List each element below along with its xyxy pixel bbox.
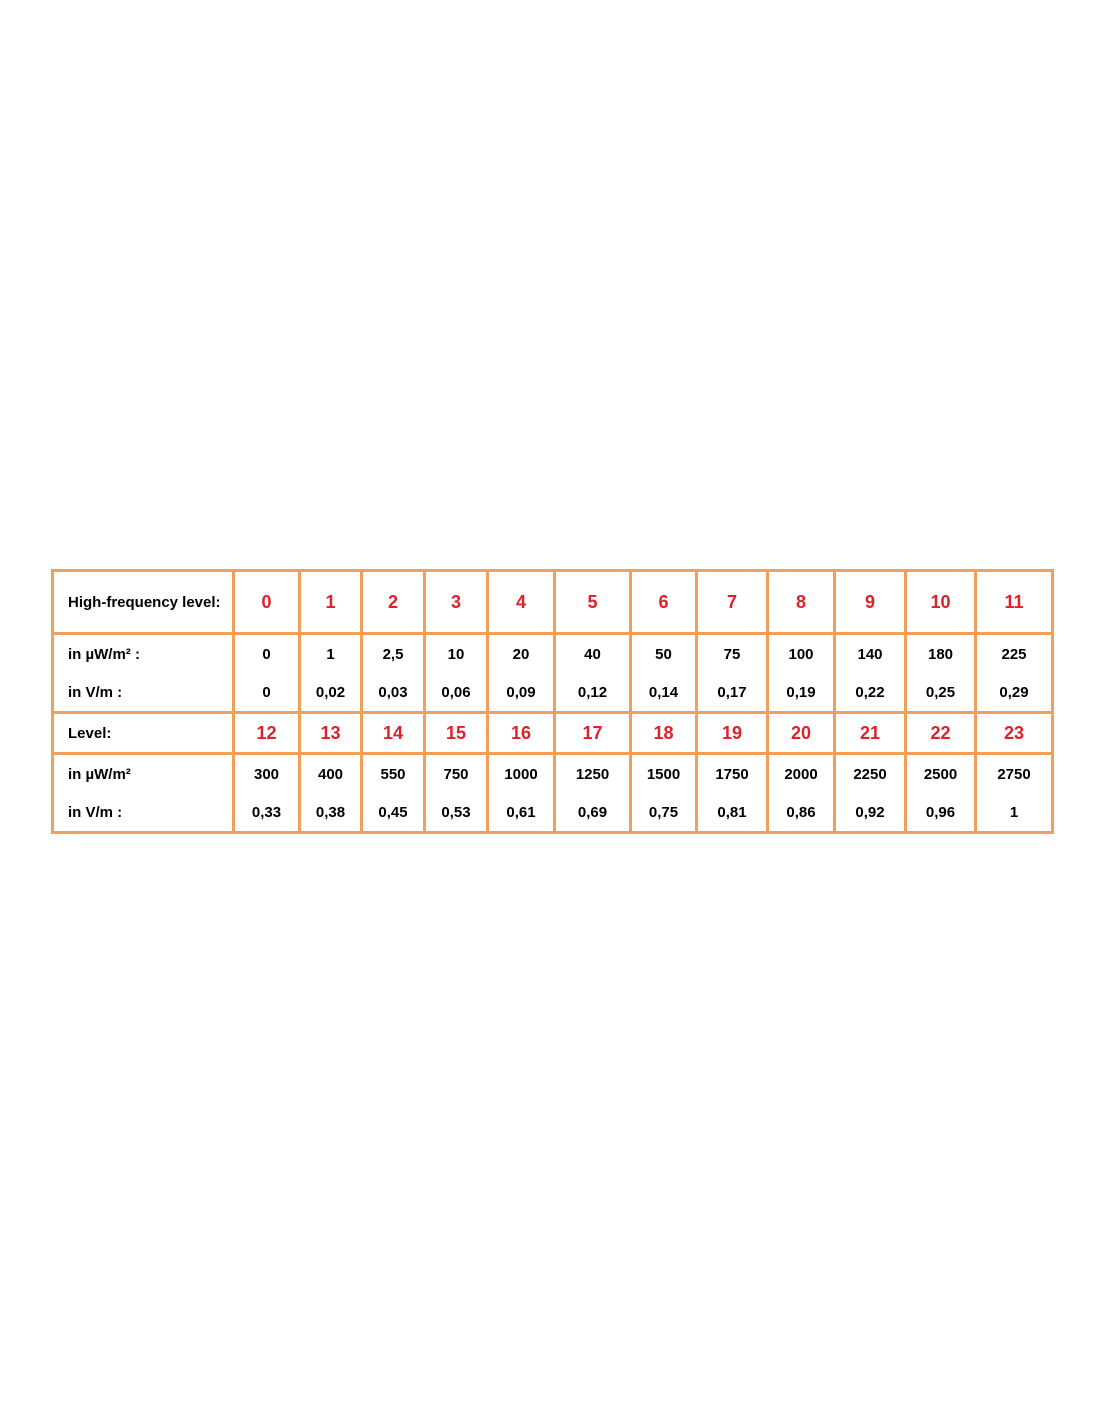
vm-value-cell: 0,81 [697,793,768,833]
uw-unit-label: in µW/m² : [53,634,234,674]
level-cell: 3 [425,571,488,634]
level-cell: 14 [362,713,425,754]
level-cell: 16 [488,713,555,754]
level-cell: 1 [300,571,362,634]
vm-value-cell: 0,86 [768,793,835,833]
level-row-1 [53,571,1053,634]
level-cell: 9 [835,571,906,634]
level-cell: 12 [234,713,300,754]
vm-value-cell: 0,92 [835,793,906,833]
level-cell: 22 [906,713,976,754]
uw-value-cell: 1 [300,634,362,674]
uw-value-cell: 2500 [906,754,976,794]
high-frequency-level-label: High-frequency level: [53,571,234,634]
vm-unit-label: in V/m : [53,793,234,833]
vm-row-1 [53,673,1053,713]
vm-value-cell: 0,03 [362,673,425,713]
level-cell: 21 [835,713,906,754]
level-cell: 15 [425,713,488,754]
level-cell: 19 [697,713,768,754]
vm-value-cell: 0,53 [425,793,488,833]
vm-value-cell: 0,17 [697,673,768,713]
vm-value-cell: 0,69 [555,793,631,833]
level-cell: 4 [488,571,555,634]
uw-value-cell: 300 [234,754,300,794]
uw-value-cell: 50 [631,634,697,674]
uw-value-cell: 20 [488,634,555,674]
vm-row-2 [53,793,1053,833]
level-cell: 18 [631,713,697,754]
level-cell: 5 [555,571,631,634]
high-frequency-levels-table [51,569,1054,834]
level-cell: 17 [555,713,631,754]
uw-row-2 [53,754,1053,794]
vm-value-cell: 0,61 [488,793,555,833]
vm-value-cell: 0,25 [906,673,976,713]
uw-value-cell: 180 [906,634,976,674]
level-cell: 11 [976,571,1053,634]
level-row-2 [53,713,1053,754]
uw-value-cell: 0 [234,634,300,674]
vm-value-cell: 0,75 [631,793,697,833]
uw-value-cell: 75 [697,634,768,674]
level-label: Level: [53,713,234,754]
uw-value-cell: 1500 [631,754,697,794]
uw-value-cell: 1000 [488,754,555,794]
vm-unit-label: in V/m : [53,673,234,713]
level-cell: 23 [976,713,1053,754]
vm-value-cell: 0,02 [300,673,362,713]
vm-value-cell: 0,96 [906,793,976,833]
uw-value-cell: 400 [300,754,362,794]
uw-value-cell: 750 [425,754,488,794]
vm-value-cell: 0,45 [362,793,425,833]
level-cell: 10 [906,571,976,634]
uw-value-cell: 2,5 [362,634,425,674]
uw-value-cell: 1250 [555,754,631,794]
vm-value-cell: 0,22 [835,673,906,713]
vm-value-cell: 0,14 [631,673,697,713]
level-cell: 7 [697,571,768,634]
vm-value-cell: 0,33 [234,793,300,833]
uw-value-cell: 2000 [768,754,835,794]
uw-row-1 [53,634,1053,674]
level-cell: 2 [362,571,425,634]
uw-value-cell: 2750 [976,754,1053,794]
vm-value-cell: 0 [234,673,300,713]
uw-value-cell: 2250 [835,754,906,794]
uw-value-cell: 100 [768,634,835,674]
uw-value-cell: 550 [362,754,425,794]
vm-value-cell: 0,09 [488,673,555,713]
vm-value-cell: 1 [976,793,1053,833]
vm-value-cell: 0,29 [976,673,1053,713]
level-cell: 8 [768,571,835,634]
uw-value-cell: 140 [835,634,906,674]
level-cell: 6 [631,571,697,634]
uw-value-cell: 10 [425,634,488,674]
uw-value-cell: 40 [555,634,631,674]
level-cell: 0 [234,571,300,634]
uw-value-cell: 1750 [697,754,768,794]
level-cell: 20 [768,713,835,754]
uw-unit-label: in µW/m² [53,754,234,794]
vm-value-cell: 0,19 [768,673,835,713]
vm-value-cell: 0,38 [300,793,362,833]
vm-value-cell: 0,12 [555,673,631,713]
level-cell: 13 [300,713,362,754]
uw-value-cell: 225 [976,634,1053,674]
vm-value-cell: 0,06 [425,673,488,713]
